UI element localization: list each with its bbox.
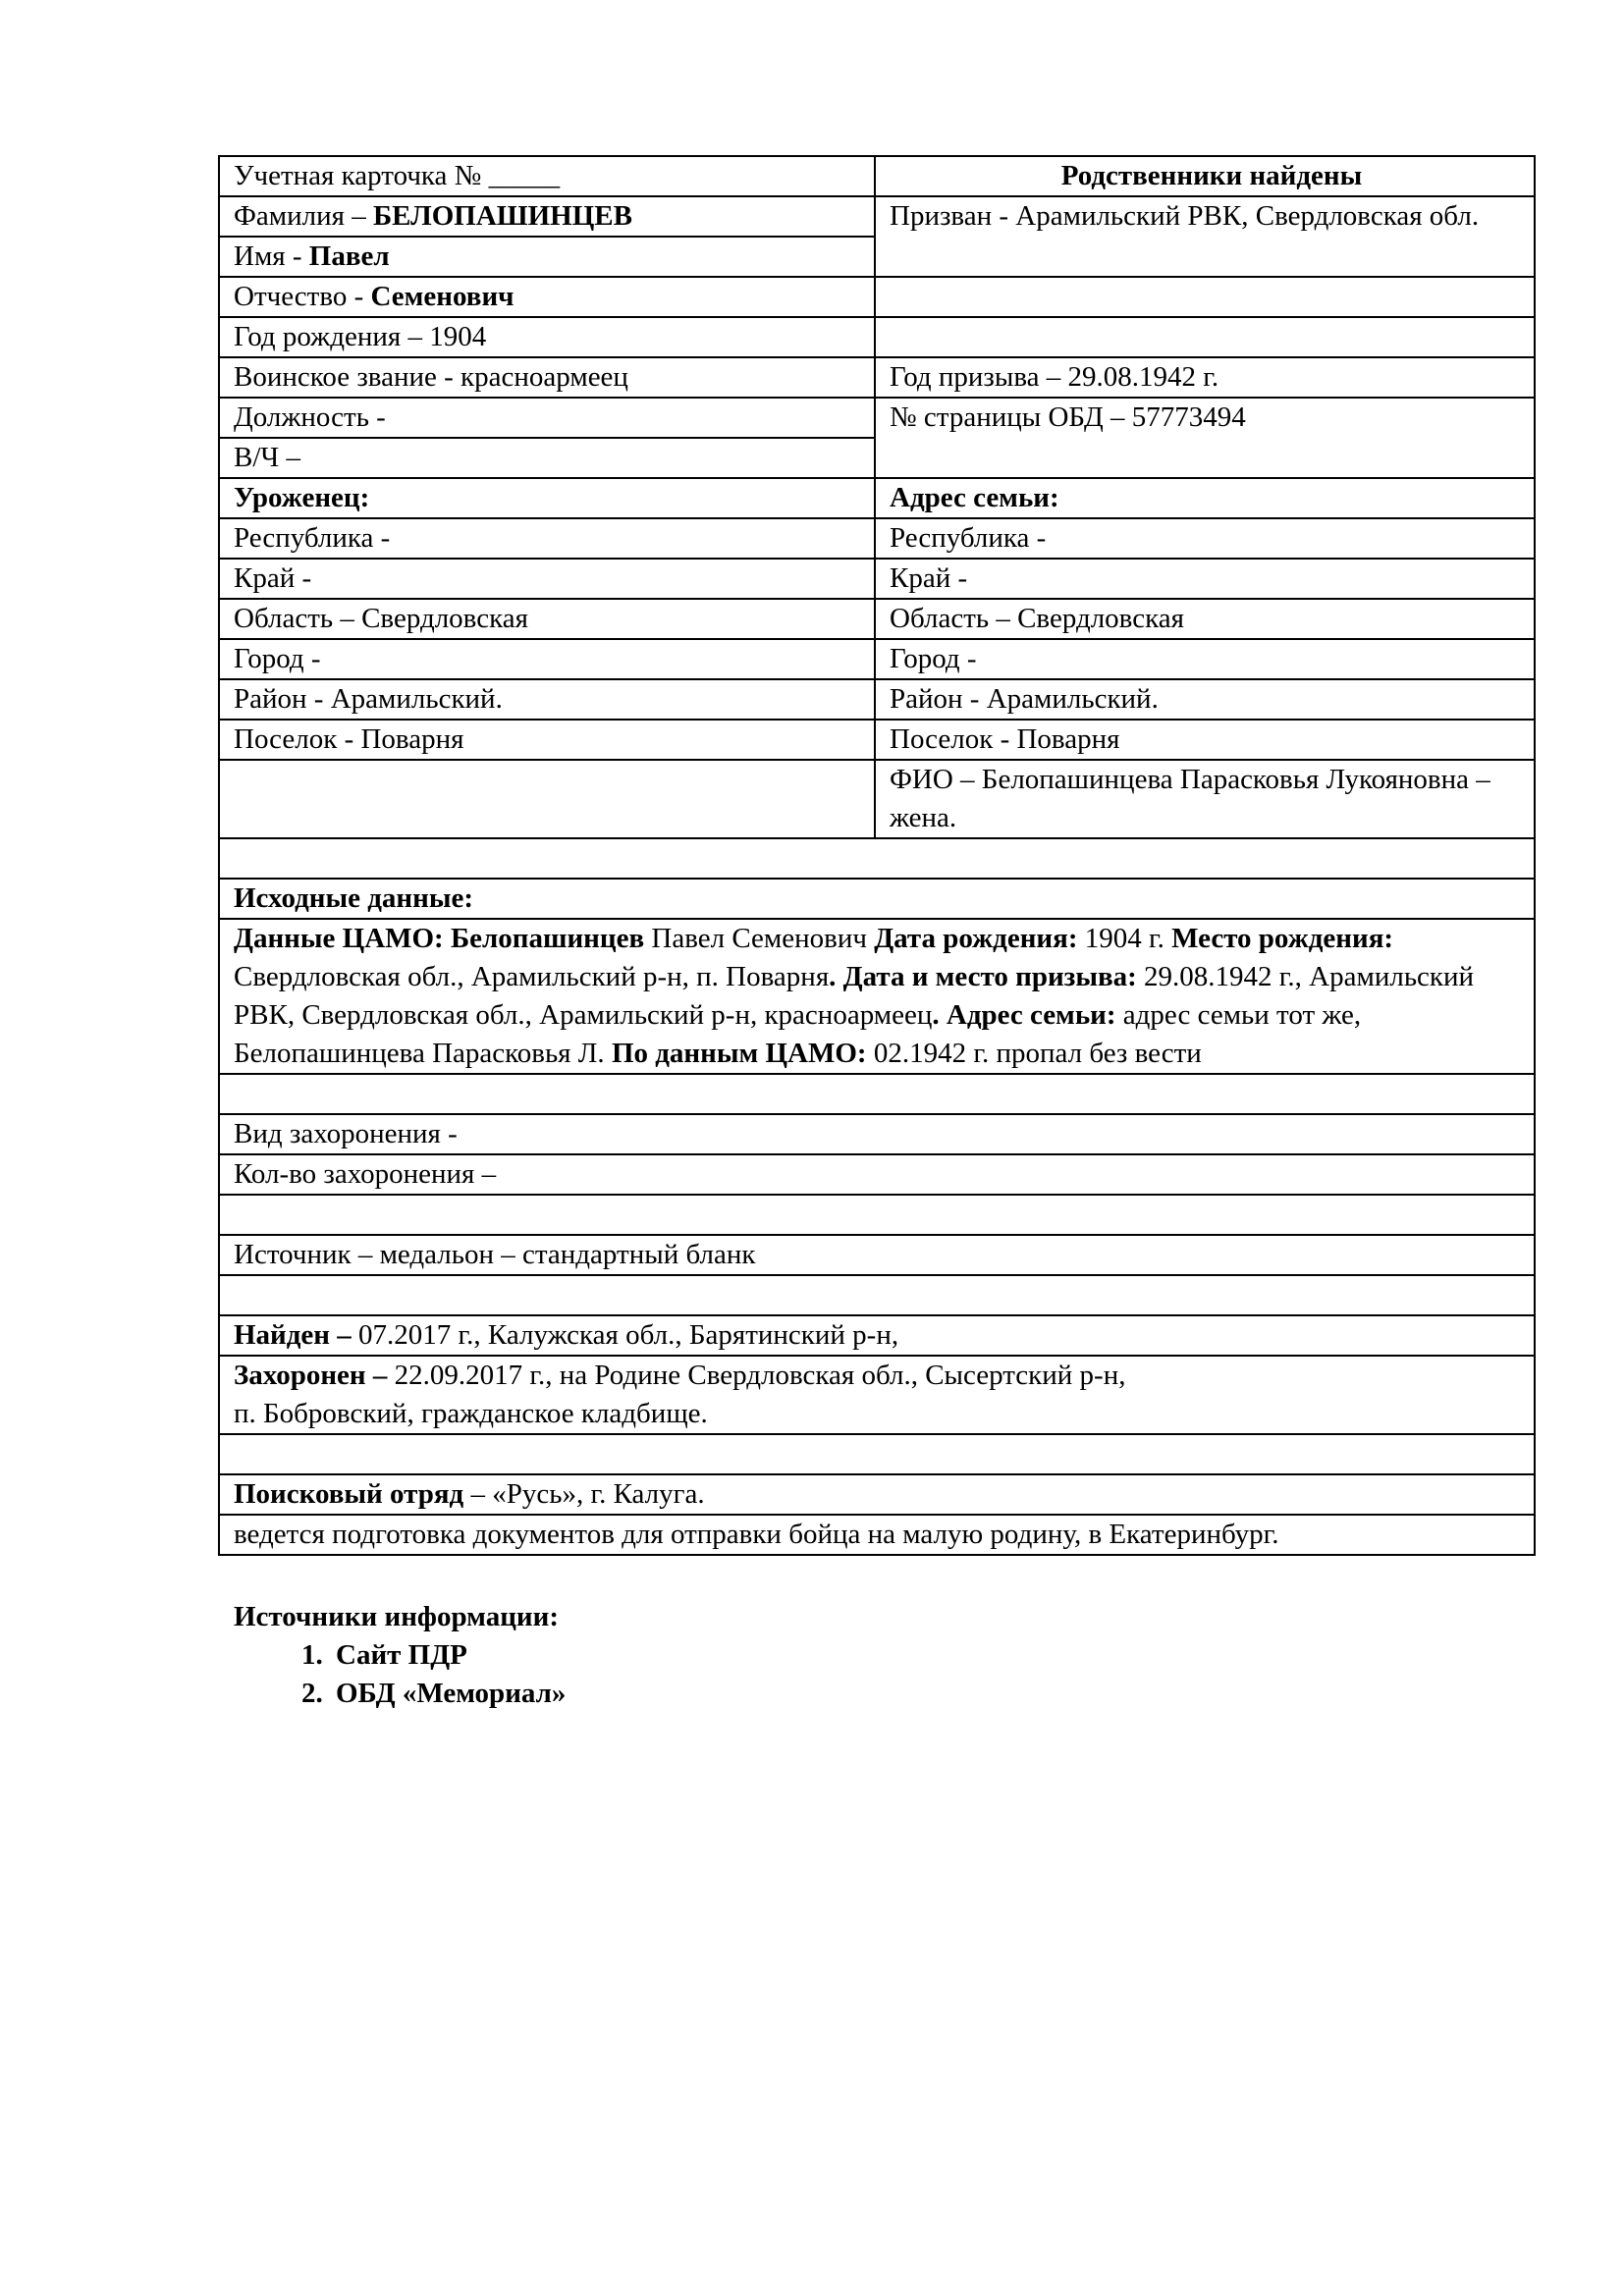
found-row <box>219 1315 1535 1356</box>
tsamo-text-1: Павел Семенович <box>644 923 875 954</box>
family-republic: Республика - <box>875 518 1535 559</box>
family-address-title: Адрес семьи: <box>875 478 1535 518</box>
birth-year: Год рождения – 1904 <box>219 317 875 357</box>
burial-type: Вид захоронения - <box>219 1114 1535 1154</box>
buried-line-2: п. Бобровский, гражданское кладбище. <box>234 1398 708 1429</box>
info-source: Источник – медальон – стандартный бланк <box>219 1235 1535 1275</box>
tsamo-text-6: 02.1942 г. пропал без вести <box>866 1038 1202 1069</box>
tsamo-label-3: Место рождения: <box>1171 923 1394 954</box>
tsamo-data <box>219 919 1535 1074</box>
sources-title: Источники информации: <box>234 1601 559 1632</box>
empty-cell <box>219 760 875 838</box>
source-item: 1. Сайт ПДР <box>330 1636 566 1675</box>
tsamo-label-2: Дата рождения: <box>874 923 1078 954</box>
draft-year: Год призыва – 29.08.1942 г. <box>875 357 1535 398</box>
family-oblast: Область – Свердловская <box>875 599 1535 639</box>
buried-row <box>219 1356 1535 1434</box>
tsamo-text-4: 29.08.1942 г., Арамильский РВК, Свердловская обл., Арамильский р-н, красноармеец <box>234 961 1475 1031</box>
note-row: ведется подготовка документов для отправки бойца на малую родину, в Екатеринбург. <box>219 1515 1535 1555</box>
native-republic: Республика - <box>219 518 875 559</box>
tsamo-text-3: Свердловская обл., Арамильский р-н, п. Поварня <box>234 961 830 992</box>
spacer-row <box>219 1195 1535 1235</box>
tsamo-label-1: Данные ЦАМО: Белопашинцев <box>234 923 645 954</box>
spacer-row <box>219 1074 1535 1114</box>
surname-label: Фамилия – <box>234 200 373 232</box>
buried-label: Захоронен – <box>234 1360 388 1391</box>
drafted-cell: Призван - Арамильский РВК, Свердловская обл. <box>875 196 1535 277</box>
spacer-row <box>219 838 1535 879</box>
name-label: Имя - <box>234 240 309 272</box>
family-city: Город - <box>875 639 1535 679</box>
surname-value: БЕЛОПАШИНЦЕВ <box>372 200 632 232</box>
squad-label: Поисковый отряд <box>234 1478 464 1510</box>
patronymic-value: Семенович <box>370 281 514 312</box>
tsamo-label-4: . Дата и место призыва: <box>829 961 1137 992</box>
spacer-row <box>219 1275 1535 1315</box>
tsamo-text-5: адрес семьи тот же, Белопашинцева Парасковья Л. <box>234 999 1362 1069</box>
position: Должность - <box>219 398 875 438</box>
buried-line-1: 22.09.2017 г., на Родине Свердловская обл., Сысертский р-н, <box>387 1360 1126 1391</box>
native-oblast: Область – Свердловская <box>219 599 875 639</box>
native-district: Район - Арамильский. <box>219 679 875 720</box>
spacer-row <box>219 1434 1535 1474</box>
military-unit: В/Ч – <box>219 438 875 478</box>
family-fio: ФИО – Белопашинцева Парасковья Лукояновна – жена. <box>875 760 1535 838</box>
burial-count: Кол-во захоронения – <box>219 1154 1535 1195</box>
patronymic-label: Отчество - <box>234 281 371 312</box>
relatives-found: Родственники найдены <box>875 156 1535 196</box>
found-value: 07.2017 г., Калужская обл., Барятинский р-н, <box>351 1319 899 1351</box>
sources-list <box>234 1636 566 1713</box>
family-village: Поселок - Поварня <box>875 720 1535 760</box>
native-city: Город - <box>219 639 875 679</box>
military-rank: Воинское звание - красноармеец <box>219 357 875 398</box>
empty-cell <box>875 277 1535 317</box>
search-squad-row <box>219 1474 1535 1515</box>
source-data-title: Исходные данные: <box>219 879 1535 919</box>
tsamo-label-5: . Адрес семьи: <box>932 999 1116 1031</box>
native-krai: Край - <box>219 559 875 599</box>
native-village: Поселок - Поварня <box>219 720 875 760</box>
family-district: Район - Арамильский. <box>875 679 1535 720</box>
squad-value: – «Русь», г. Калуга. <box>463 1478 705 1510</box>
source-item: 2. ОБД «Мемориал» <box>330 1675 566 1713</box>
empty-cell <box>875 317 1535 357</box>
tsamo-text-2: 1904 г. <box>1077 923 1172 954</box>
name-cell <box>219 237 875 277</box>
tsamo-label-6: По данным ЦАМО: <box>611 1038 867 1069</box>
obd-page: № страницы ОБД – 57773494 <box>875 398 1535 478</box>
family-krai: Край - <box>875 559 1535 599</box>
registration-card-table <box>218 155 1536 1556</box>
found-label: Найден – <box>234 1319 352 1351</box>
surname-cell <box>219 196 875 237</box>
patronymic-cell <box>219 277 875 317</box>
sources-section <box>234 1598 566 1713</box>
card-number: Учетная карточка № _____ <box>219 156 875 196</box>
name-value: Павел <box>308 240 390 272</box>
native-title: Уроженец: <box>219 478 875 518</box>
